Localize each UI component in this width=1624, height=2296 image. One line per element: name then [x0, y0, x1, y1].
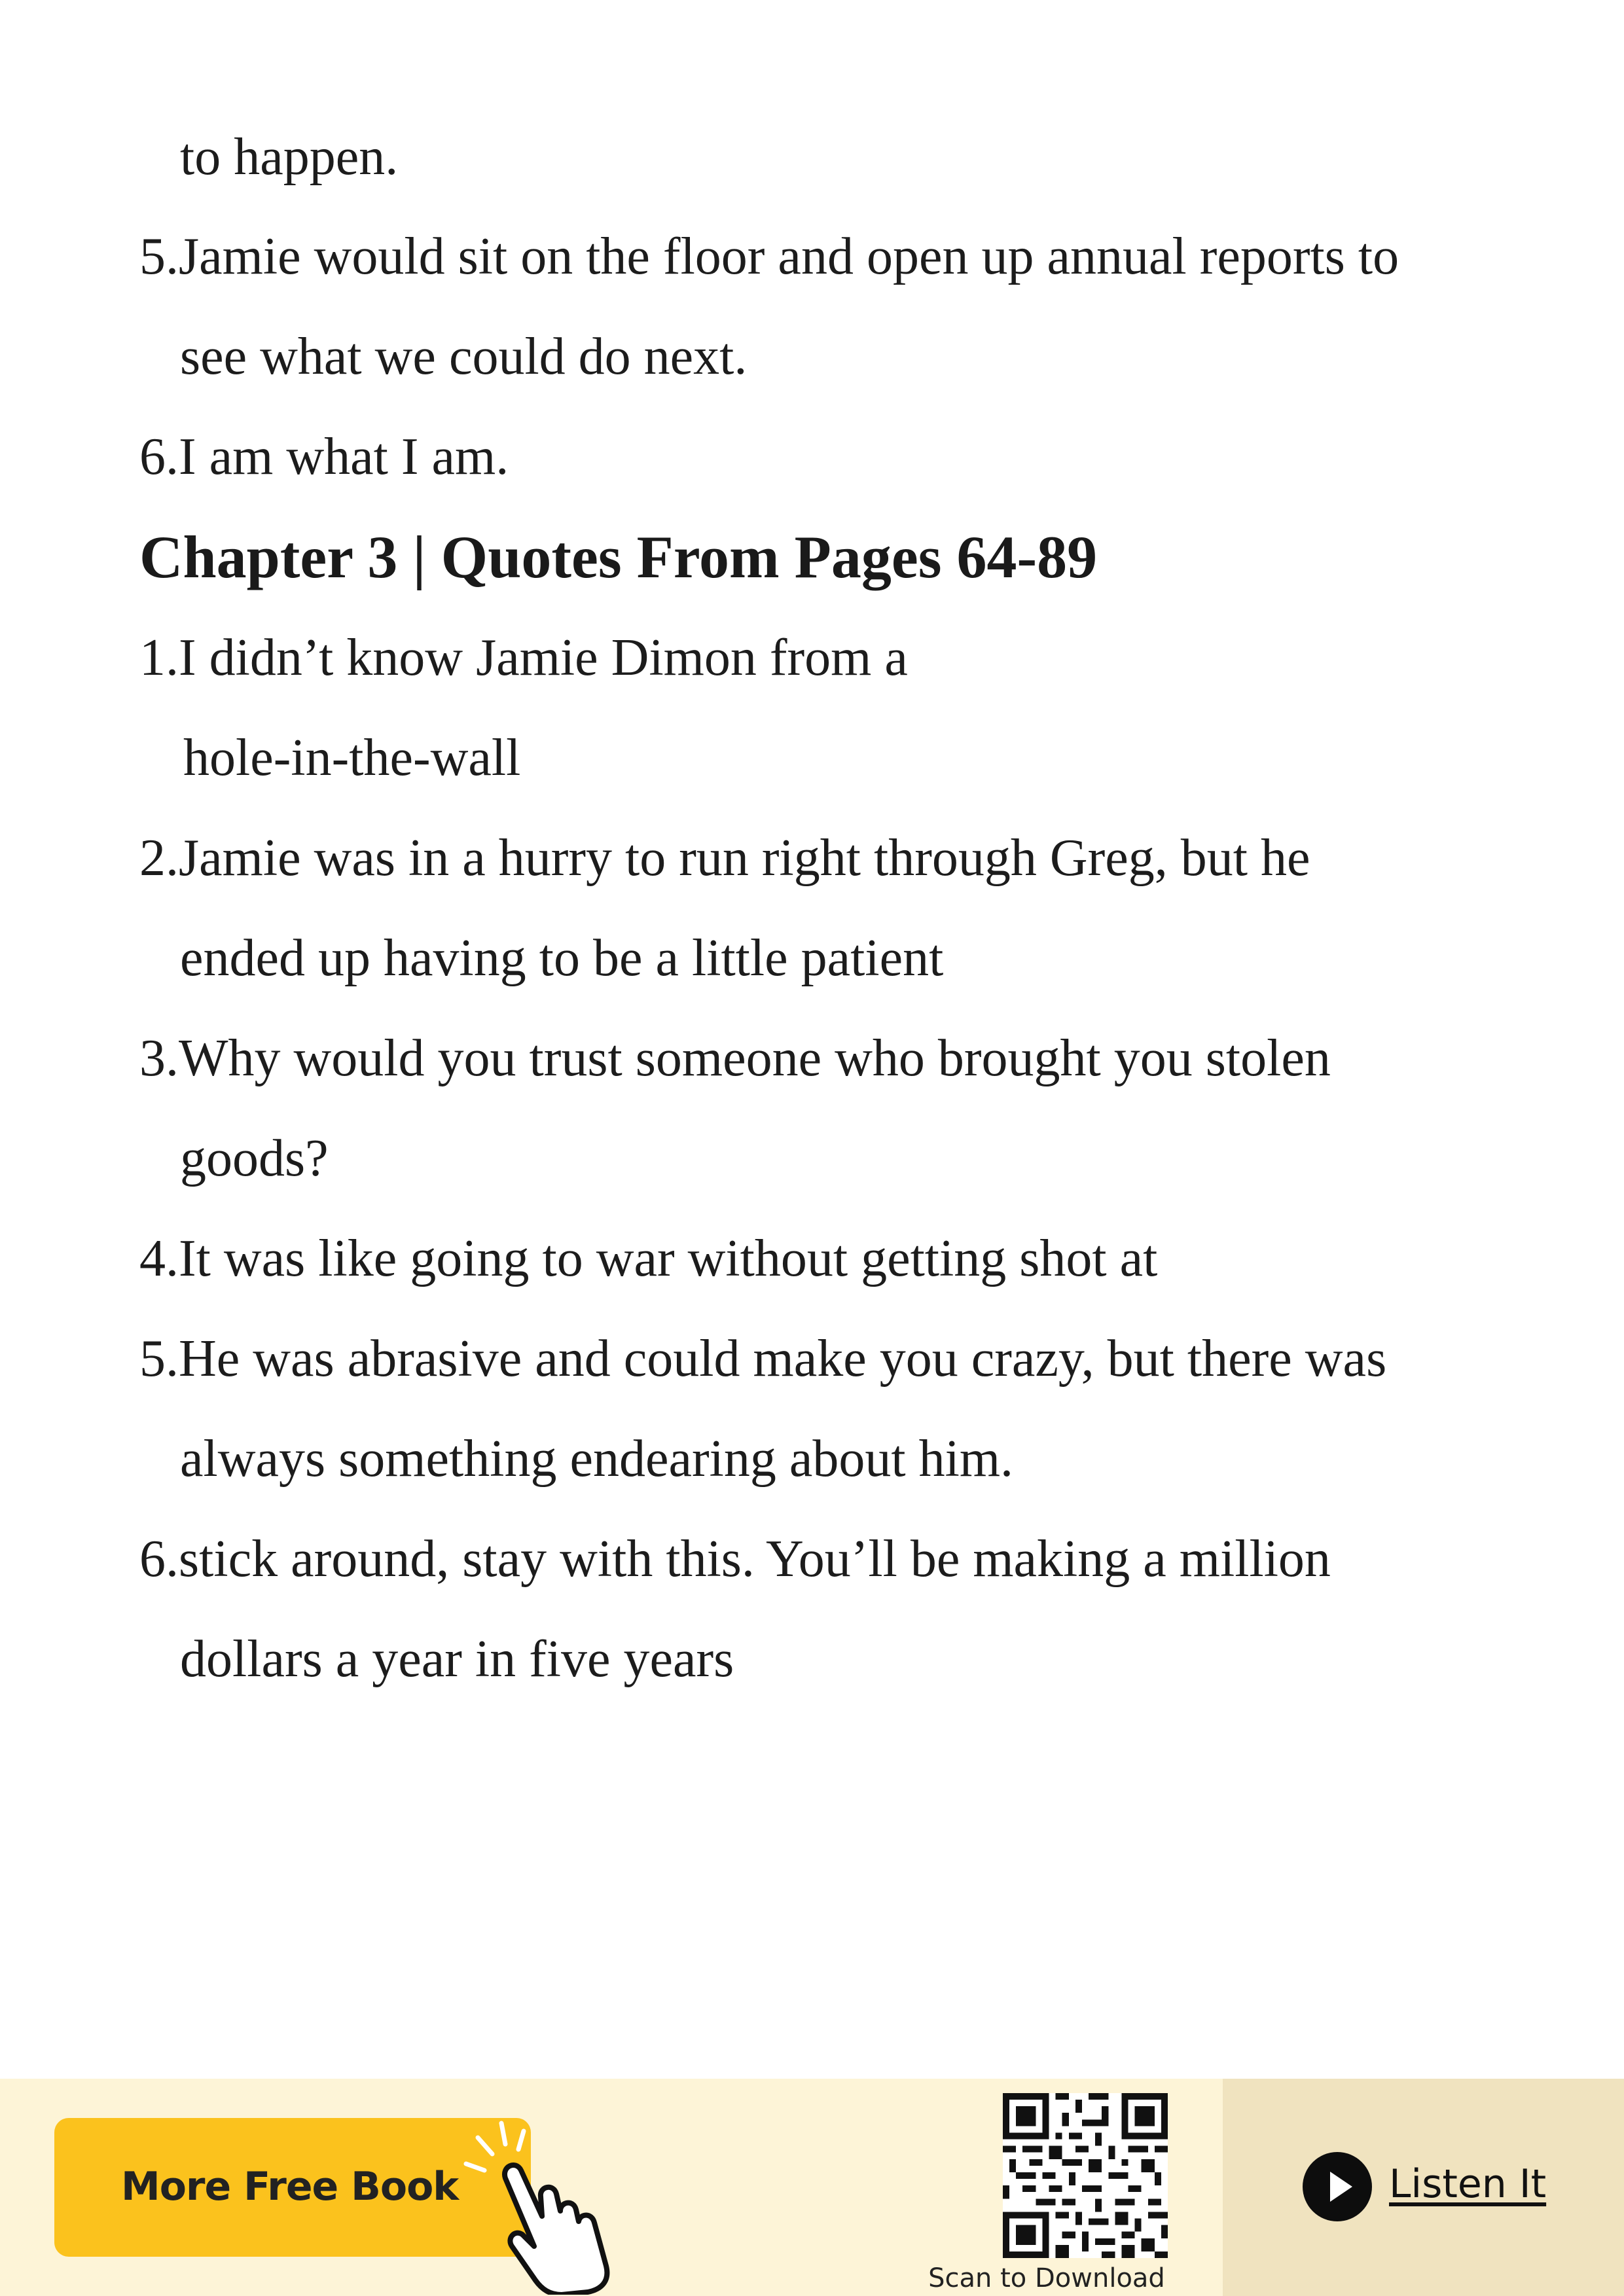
more-free-book-label: More Free Book: [121, 2164, 459, 2210]
quote-line: 1.I didn’t know Jamie Dimon from a: [139, 629, 908, 687]
quote-line: goods?: [180, 1130, 329, 1187]
listen-panel: [1223, 2079, 1624, 2296]
quote-line: ended up having to be a little patient: [180, 929, 944, 987]
text-line: see what we could do next.: [180, 328, 748, 386]
quote-line: 3.Why would you trust someone who brought you stolen: [139, 1030, 1331, 1087]
footer-banner: [0, 2079, 1624, 2296]
listen-it-label: Listen It: [1389, 2161, 1547, 2207]
chapter-heading: Chapter 3 | Quotes From Pages 64-89: [139, 524, 1098, 590]
scan-to-download-label: Scan to Download: [928, 2263, 1165, 2293]
quote-line: 5.He was abrasive and could make you crazy, but there was: [139, 1330, 1387, 1388]
text-line: 6.I am what I am.: [139, 428, 509, 486]
quote-line: always something endearing about him.: [180, 1430, 1014, 1488]
quote-line: dollars a year in five years: [180, 1630, 734, 1688]
qr-code-icon: [1001, 2093, 1169, 2258]
quote-line: hole-in-the-wall: [183, 729, 521, 787]
quote-line: 4.It was like going to war without getting shot at: [139, 1230, 1158, 1287]
listen-it-button[interactable]: [1303, 2152, 1564, 2224]
quote-line: 6.stick around, stay with this. You’ll be making a million: [139, 1530, 1331, 1588]
text-line: to happen.: [180, 128, 399, 186]
play-icon: [1303, 2152, 1372, 2221]
quote-line: 2.Jamie was in a hurry to run right through Greg, but he: [139, 829, 1310, 887]
pointing-hand-icon: [458, 2118, 628, 2295]
text-line: 5.Jamie would sit on the floor and open up annual reports to: [139, 228, 1399, 285]
